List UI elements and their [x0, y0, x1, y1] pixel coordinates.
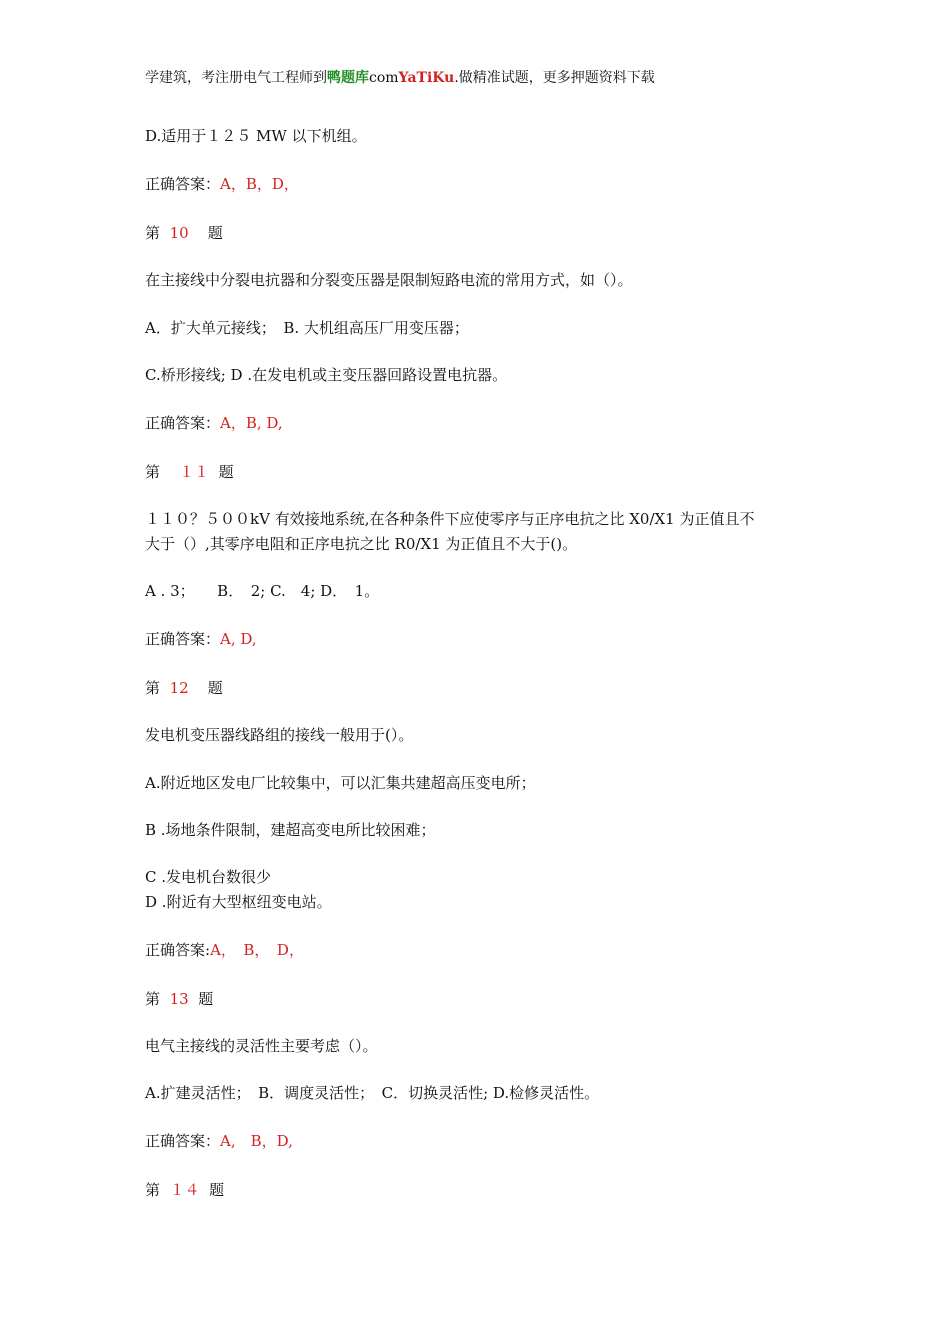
answer-value: A, B，D, [220, 1132, 293, 1150]
question-suffix: 题 [218, 463, 234, 481]
q14-heading [145, 1180, 224, 1200]
answer-value: A，B, D, [220, 414, 283, 432]
q13-heading [145, 989, 213, 1009]
q10-heading [145, 223, 223, 243]
q13-question: 电气主接线的灵活性主要考虑（）。 [145, 1037, 378, 1055]
q11-answer [145, 629, 257, 649]
q11-question-line2: 大于（）,其零序电阻和正序电抗之比 R0/X1 为正值且不大于()。 [145, 535, 578, 553]
q10-options-line2: C.桥形接线; D .在发电机或主变压器回路设置电抗器。 [145, 366, 508, 384]
question-number: １１ [179, 463, 210, 481]
q11-question-line1: １１０？５００kV 有效接地系统,在各种条件下应使零序与正序电抗之比 X0/X1 为正值且不 [145, 510, 755, 528]
header-suffix: .做精准试题，更多押题资料下载 [454, 70, 655, 86]
question-number: １４ [169, 1181, 200, 1199]
answer-label: 正确答案: [145, 941, 211, 959]
question-number: 13 [169, 990, 189, 1008]
answer-value: A， B， D， [210, 941, 304, 959]
header-prefix: 学建筑，考注册电气工程师到 [145, 70, 327, 86]
answer-value: A, D, [220, 630, 257, 648]
q12-option-b: B .场地条件限制，建超高变电所比较困难； [145, 821, 436, 839]
q10-answer [145, 413, 283, 433]
header-brand: 鸭题库 [327, 70, 369, 86]
q12-option-d: D .附近有大型枢纽变电站。 [145, 893, 332, 911]
q12-option-a: A.附近地区发电厂比较集中，可以汇集共建超高压变电所； [145, 774, 536, 792]
q12-heading [145, 678, 223, 698]
q12-option-c: C .发电机台数很少 [145, 868, 272, 886]
question-number: 12 [169, 679, 189, 697]
q12-question: 发电机变压器线路组的接线一般用于(）。 [145, 726, 414, 744]
question-prefix: 第 [145, 463, 161, 481]
q9-answer [145, 174, 299, 194]
answer-label: 正确答案： [145, 1132, 221, 1150]
question-suffix: 题 [207, 224, 223, 242]
q13-options: A.扩建灵活性； B．调度灵活性； C．切换灵活性; D.检修灵活性。 [145, 1084, 600, 1102]
q10-question: 在主接线中分裂电抗器和分裂变压器是限制短路电流的常用方式，如（）。 [145, 271, 633, 289]
question-prefix: 第 [145, 990, 161, 1008]
answer-label: 正确答案： [145, 175, 221, 193]
question-suffix: 题 [198, 990, 214, 1008]
question-prefix: 第 [145, 1181, 161, 1199]
q13-answer [145, 1131, 293, 1151]
q12-answer [145, 940, 304, 960]
q10-options-line1: A．扩大单元接线； B. 大机组高压厂用变压器； [145, 319, 469, 337]
q9-option-d: D.适用于１２５ MW 以下机组。 [145, 127, 367, 145]
header-middle: com [369, 70, 399, 86]
answer-label: 正确答案： [145, 414, 221, 432]
q11-options: A . 3； B． 2; C. 4; D． 1。 [145, 582, 380, 600]
q11-heading [145, 462, 234, 482]
question-prefix: 第 [145, 679, 161, 697]
answer-label: 正确答案： [145, 630, 221, 648]
answer-value: A，B，D， [220, 175, 299, 193]
question-suffix: 题 [209, 1181, 225, 1199]
question-prefix: 第 [145, 224, 161, 242]
question-number: 10 [169, 224, 189, 242]
question-suffix: 题 [207, 679, 223, 697]
header-brand-latin: YaTiKu [398, 70, 455, 86]
page-header [145, 68, 655, 88]
